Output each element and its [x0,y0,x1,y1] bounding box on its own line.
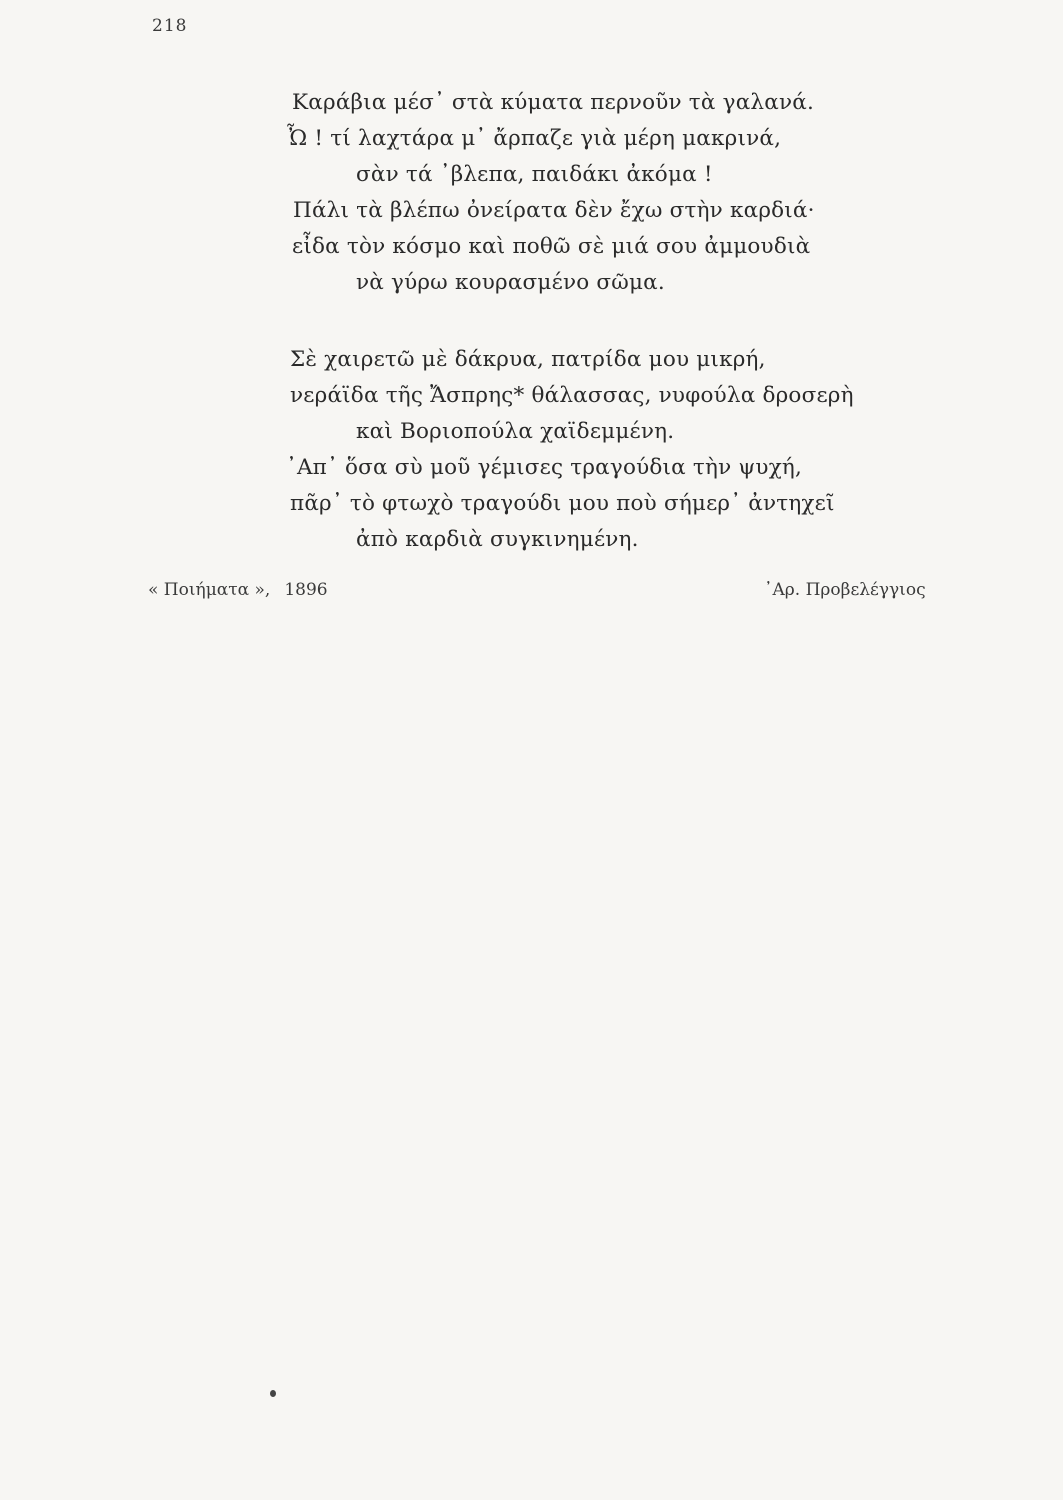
poem-line: ᾿Απ᾿ ὅσα σὺ μοῦ γέμισες τραγούδια τὴν ψυχή, [286,455,803,480]
poem-line: εἶδα τὸν κόσμο καὶ ποθῶ σὲ μιά σου ἀμμουδιὰ [292,234,811,259]
poem-line: Ὦ ! τί λαχτάρα μ᾿ ἄρπαζε γιὰ μέρη μακρινά, [287,126,782,151]
source-year: 1896 [284,580,328,600]
poem-line: νὰ γύρω κουρασμένο σῶμα. [356,270,665,295]
poem-line: καὶ Βοριοπούλα χαϊδεμμένη. [356,419,675,444]
poem-line: πᾶρ᾿ τὸ φτωχὸ τραγούδι μου ποὺ σήμερ᾿ ἀντηχεῖ [290,491,835,516]
page-number: 218 [152,16,188,36]
poem-line: ἀπὸ καρδιὰ συγκινημένη. [356,527,639,552]
poem-line: Σὲ χαιρετῶ μὲ δάκρυα, πατρίδα μου μικρή, [290,347,766,372]
poem-line: Καράβια μέσ᾿ στὰ κύματα περνοῦν τὰ γαλανά. [292,90,814,115]
poem-line: σὰν τά ᾿βλεπα, παιδάκι ἀκόμα ! [356,162,713,187]
author-name: ᾿Αρ. Προβελέγγιος [764,580,926,600]
poem-line: Πάλι τὰ βλέπω ὀνείρατα δὲν ἔχω στὴν καρδιά· [293,198,815,223]
poem-line: νεράϊδα τῆς Ἄσπρης* θάλασσας, νυφούλα δροσερὴ [290,383,854,408]
source-citation [148,580,328,600]
ink-dot [270,1390,276,1397]
source-title: « Ποιήματα », [148,580,271,600]
